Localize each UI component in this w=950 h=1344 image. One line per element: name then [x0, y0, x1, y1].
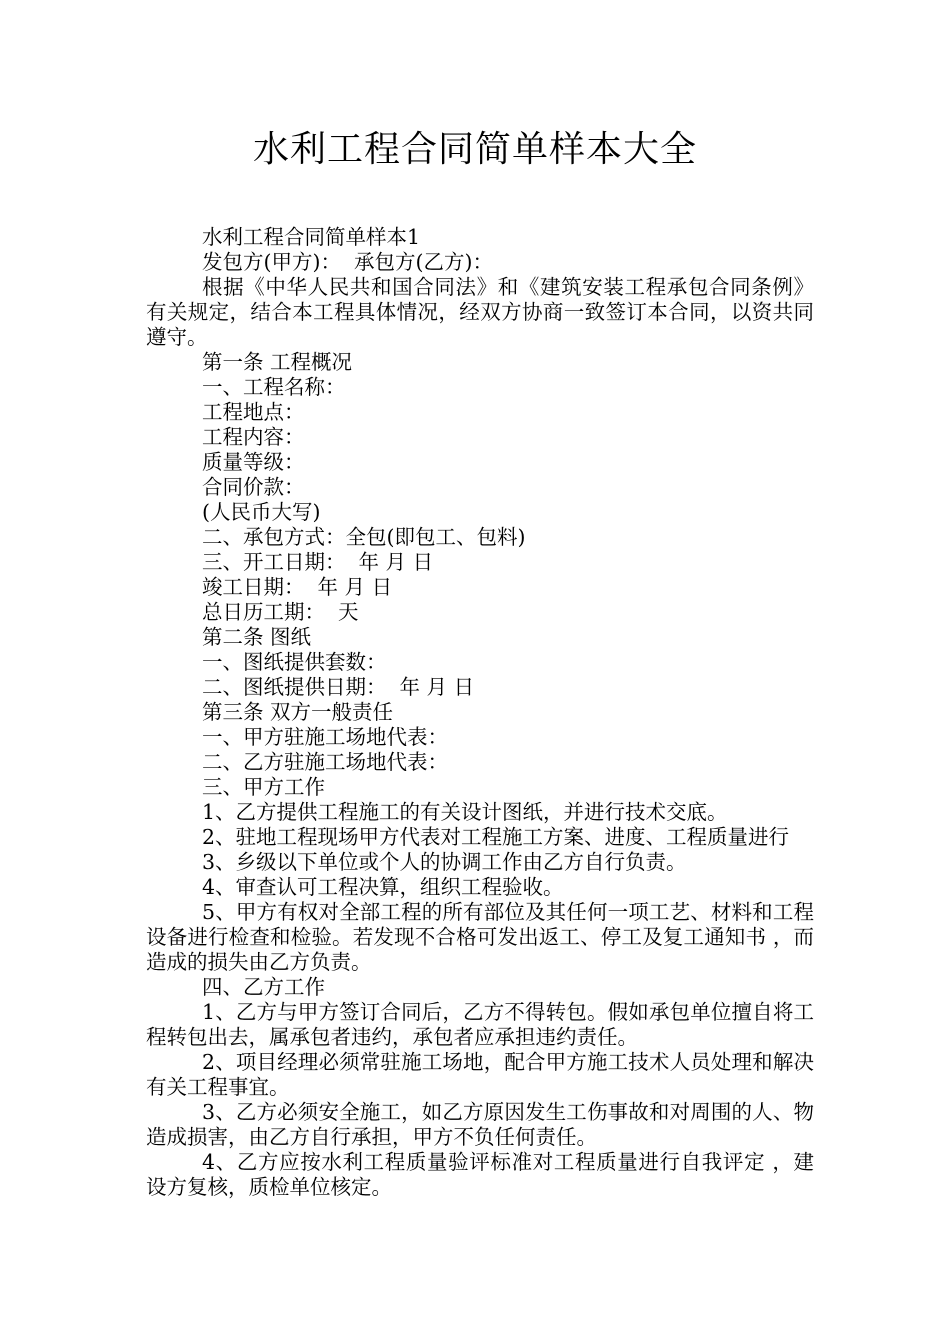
paragraph: 1、乙方提供工程施工的有关设计图纸，并进行技术交底。 [202, 800, 728, 824]
paragraph: 第三条 双方一般责任 [202, 700, 394, 724]
paragraph: 1、乙方与甲方签订合同后，乙方不得转包。假如承包单位擅自将工程转包出去，属承包者违约，承包者应承担违约责任。 [146, 1000, 814, 1049]
paragraph: 第二条 图纸 [202, 625, 312, 649]
paragraph: 一、甲方驻施工场地代表： [202, 725, 448, 749]
paragraph: 四、乙方工作 [202, 975, 325, 999]
paragraph: 第一条 工程概况 [202, 350, 353, 374]
paragraph: 5、甲方有权对全部工程的所有部位及其任何一项工艺、材料和工程设备进行检查和检验。若发现不合格可发出返工、停工及复工通知书 ，而造成的损失由乙方负责。 [146, 900, 814, 974]
paragraph: 一、工程名称： [202, 375, 346, 399]
paragraph: 4、审查认可工程决算，组织工程验收。 [202, 875, 564, 899]
paragraph: 发包方(甲方)： 承包方(乙方)： [202, 250, 494, 274]
paragraph: 工程内容： [202, 425, 305, 449]
paragraph: 竣工日期： 年 月 日 [202, 575, 393, 599]
paragraph: 水利工程合同简单样本1 [202, 225, 421, 249]
paragraph: 总日历工期： 天 [202, 600, 359, 624]
paragraph: 工程地点： [202, 400, 305, 424]
paragraph: 一、图纸提供套数： [202, 650, 387, 674]
paragraph: 2、项目经理必须常驻施工场地，配合甲方施工技术人员处理和解决有关工程事宜。 [146, 1050, 814, 1099]
paragraph: 3、乡级以下单位或个人的协调工作由乙方自行负责。 [202, 850, 687, 874]
paragraph: (人民币大写) [202, 500, 321, 524]
paragraph: 4、乙方应按水利工程质量验评标准对工程质量进行自我评定 ，建设方复核，质检单位核定。 [146, 1150, 814, 1199]
paragraph: 三、开工日期： 年 月 日 [202, 550, 434, 574]
paragraph: 合同价款： [202, 475, 305, 499]
document-body [146, 225, 814, 1200]
paragraph: 3、乙方必须安全施工，如乙方原因发生工伤事故和对周围的人、物造成损害，由乙方自行承担，甲方不负任何责任。 [146, 1100, 814, 1149]
paragraph: 二、乙方驻施工场地代表： [202, 750, 448, 774]
document-title: 水利工程合同简单样本大全 [252, 129, 697, 170]
paragraph: 2、驻地工程现场甲方代表对工程施工方案、进度、工程质量进行 [202, 825, 790, 849]
paragraph: 根据《中华人民共和国合同法》和《建筑安装工程承包合同条例》有关规定，结合本工程具体情况，经双方协商一致签订本合同，以资共同遵守。 [146, 275, 814, 349]
paragraph: 二、图纸提供日期： 年 月 日 [202, 675, 475, 699]
paragraph: 三、甲方工作 [202, 775, 325, 799]
paragraph: 二、承包方式：全包(即包工、包料) [202, 525, 526, 549]
paragraph: 质量等级： [202, 450, 305, 474]
